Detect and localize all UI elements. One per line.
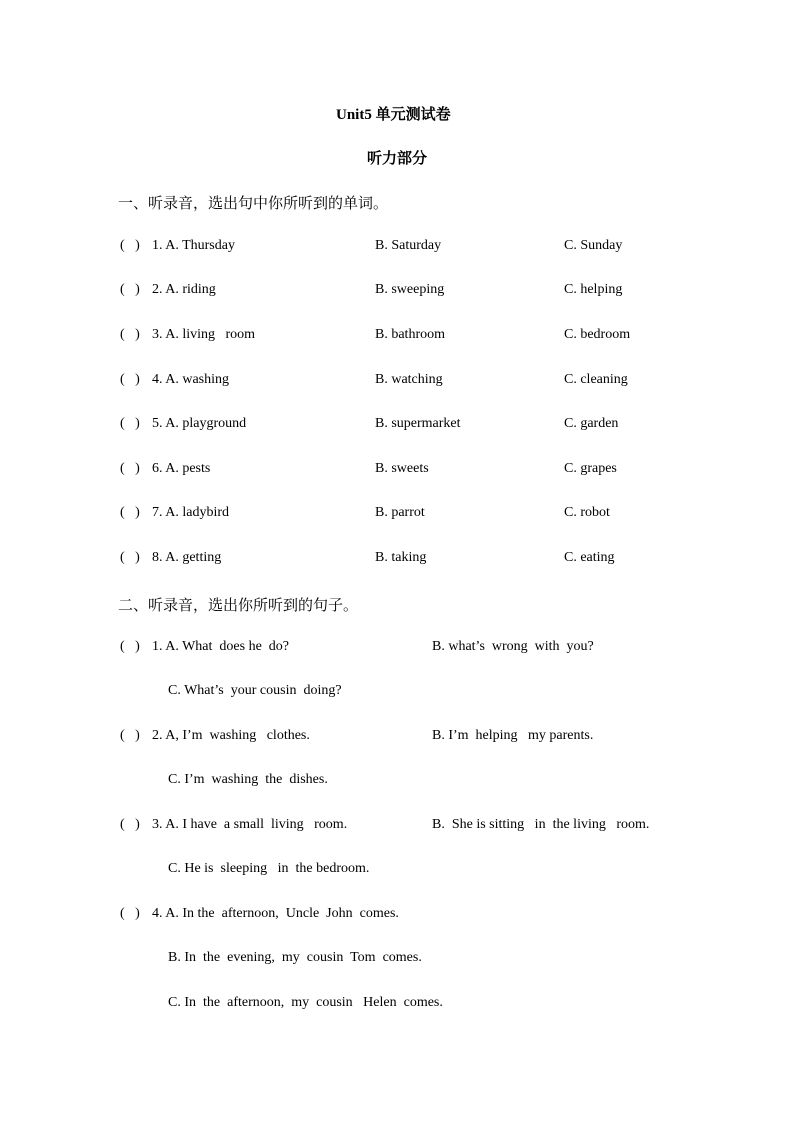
- page-title: Unit5 单元测试卷: [336, 107, 451, 123]
- option-c: C. eating: [564, 550, 615, 565]
- answer-bracket[interactable]: ( ): [120, 238, 140, 253]
- option-b: B. In the evening, my cousin Tom comes.: [168, 950, 422, 965]
- option-b: B. watching: [375, 372, 443, 387]
- option-c: C. robot: [564, 505, 610, 520]
- option-a: 3. A. living room: [152, 327, 256, 342]
- option-b: B. She is sitting in the living room.: [432, 817, 650, 832]
- answer-bracket[interactable]: ( ): [120, 550, 140, 565]
- answer-bracket[interactable]: ( ): [120, 728, 140, 743]
- option-a: 5. A. playground: [152, 416, 247, 431]
- option-b: B. sweets: [375, 461, 429, 476]
- option-c: C. In the afternoon, my cousin Helen comes.: [168, 995, 443, 1010]
- option-a: 4. A. washing: [152, 372, 229, 387]
- answer-bracket[interactable]: ( ): [120, 817, 140, 832]
- answer-bracket[interactable]: ( ): [120, 639, 140, 654]
- option-a: 4. A. In the afternoon, Uncle John comes.: [152, 906, 399, 921]
- option-c: C. I’m washing the dishes.: [168, 772, 328, 787]
- answer-bracket[interactable]: ( ): [120, 505, 140, 520]
- option-a: 1. A. What does he do?: [152, 639, 289, 654]
- option-b: B. sweeping: [375, 282, 445, 297]
- option-b: B. what’s wrong with you?: [432, 639, 594, 654]
- option-a: 3. A. I have a small living room.: [152, 817, 348, 832]
- page-subtitle: 听力部分: [367, 151, 428, 167]
- option-b: B. supermarket: [375, 416, 461, 431]
- option-b: B. Saturday: [375, 238, 442, 253]
- option-b: B. taking: [375, 550, 427, 565]
- option-c: C. Sunday: [564, 238, 623, 253]
- option-c: C. He is sleeping in the bedroom.: [168, 861, 370, 876]
- answer-bracket[interactable]: ( ): [120, 372, 140, 387]
- answer-bracket[interactable]: ( ): [120, 327, 140, 342]
- option-c: C. grapes: [564, 461, 617, 476]
- option-a: 8. A. getting: [152, 550, 222, 565]
- option-a: 2. A, I’m washing clothes.: [152, 728, 310, 743]
- option-c: C. garden: [564, 416, 619, 431]
- option-a: 6. A. pests: [152, 461, 211, 476]
- section-heading-part2: 二、听录音，选出你所听到的句子。: [118, 598, 359, 614]
- option-c: C. helping: [564, 282, 623, 297]
- option-c: C. bedroom: [564, 327, 631, 342]
- answer-bracket[interactable]: ( ): [120, 416, 140, 431]
- option-a: 2. A. riding: [152, 282, 216, 297]
- answer-bracket[interactable]: ( ): [120, 461, 140, 476]
- answer-bracket[interactable]: ( ): [120, 906, 140, 921]
- option-c: C. What’s your cousin doing?: [168, 683, 342, 698]
- answer-bracket[interactable]: ( ): [120, 282, 140, 297]
- option-a: 1. A. Thursday: [152, 238, 235, 253]
- option-b: B. parrot: [375, 505, 425, 520]
- option-b: B. bathroom: [375, 327, 445, 342]
- option-a: 7. A. ladybird: [152, 505, 229, 520]
- section-heading-part1: 一、听录音，选出句中你所听到的单词。: [118, 196, 389, 212]
- option-b: B. I’m helping my parents.: [432, 728, 594, 743]
- option-c: C. cleaning: [564, 372, 628, 387]
